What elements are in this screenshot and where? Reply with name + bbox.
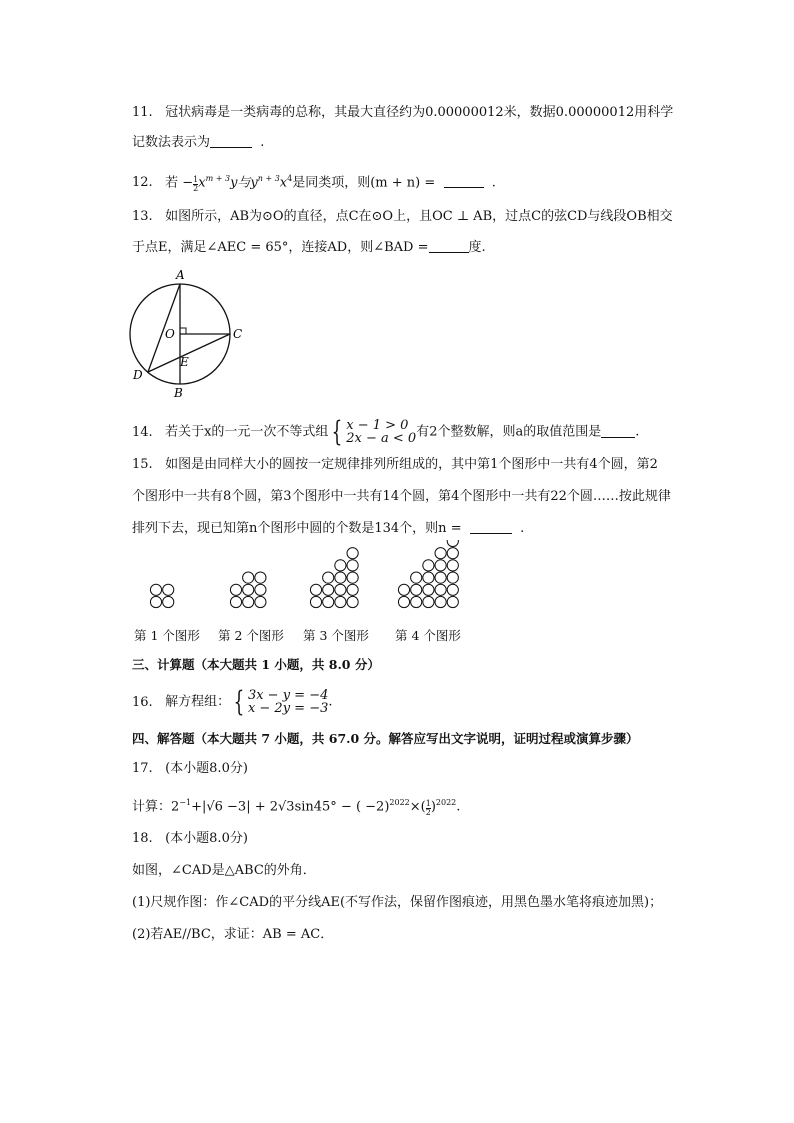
- pattern-circle: [243, 584, 254, 595]
- pattern-circle: [347, 548, 358, 559]
- pattern-circle: [423, 584, 434, 595]
- pattern-circle: [447, 540, 458, 547]
- pattern-circle: [447, 596, 458, 607]
- q16-line: [132, 685, 333, 718]
- q11-answer-blank[interactable]: [210, 133, 252, 148]
- section-three-heading: 三、计算题（本大题共 1 小题，共 8.0 分）: [132, 657, 380, 672]
- pattern-circle: [150, 596, 161, 607]
- pattern-circle: [323, 572, 334, 583]
- q17-score: (本小题8.0分): [165, 761, 248, 776]
- q11-line2: [132, 133, 264, 153]
- q17-expr-a: 计算：2: [132, 799, 180, 815]
- q16-text-a: 解方程组：: [165, 694, 231, 710]
- q18-score: (本小题8.0分): [165, 831, 248, 846]
- pattern-circle: [423, 572, 434, 583]
- q15-line2: [132, 487, 671, 507]
- pattern-circle: [435, 596, 446, 607]
- q12-number: 12.: [132, 175, 153, 191]
- q14-row1: x − 1 > 0: [346, 418, 409, 433]
- q14-text-a: 若关于x的一元一次不等式组: [165, 424, 329, 440]
- q12-exp2: n + 3: [257, 174, 280, 183]
- q17-exp3: 2022: [435, 798, 457, 807]
- pattern-circle: [423, 560, 434, 571]
- label-a: A: [176, 268, 185, 282]
- q15-line3: [132, 519, 524, 539]
- pattern-circle: [335, 596, 346, 607]
- q18-header: [132, 829, 248, 849]
- q14-text-b: 有2个整数解，则a的取值范围是: [416, 424, 602, 440]
- q12-minus: −: [182, 175, 194, 191]
- q12-term2: y与y: [230, 175, 258, 191]
- pattern-circle: [335, 560, 346, 571]
- q17-header: [132, 759, 248, 779]
- q15-text-b: 个图形中一共有8个圆，第3个图形中一共有14个圆，第4个图形中一共有22个圆……按此规律: [132, 489, 671, 504]
- pattern-circle: [423, 596, 434, 607]
- q17-fraction: $\frac{1}{2}$: [425, 799, 431, 818]
- circle-pattern-figures: [140, 540, 480, 616]
- q14-number: 14.: [132, 424, 153, 440]
- q17-expr-b: +|√6 −3| + 2√3sin45° − ( −2): [191, 799, 390, 815]
- figure-caption-2: 第 2 个图形: [218, 628, 284, 643]
- q12-fraction: $\frac{1}{2}$: [193, 175, 199, 194]
- q12-text-b: 是同类项，则(m + n) =: [292, 175, 436, 191]
- pattern-circle: [435, 584, 446, 595]
- q17-exp2: 2022: [389, 798, 410, 807]
- q15-line1: [132, 455, 658, 475]
- pattern-circle: [310, 596, 321, 607]
- figure-caption-3: 第 3 个图形: [303, 628, 369, 643]
- q15-number: 15.: [132, 457, 153, 472]
- pattern-circle: [323, 596, 334, 607]
- pattern-circle: [435, 560, 446, 571]
- q15-text-c: 排列下去，现已知第n个图形中圆的个数是134个，则n =: [132, 521, 462, 536]
- pattern-circle: [243, 572, 254, 583]
- q12-term1: x: [198, 175, 206, 191]
- q17-expr-c: ×(: [409, 799, 426, 815]
- q12-answer-blank[interactable]: [444, 173, 484, 188]
- figure-caption-4: 第 4 个图形: [395, 628, 461, 643]
- q12-term3: x: [279, 175, 288, 191]
- q16-end: .: [328, 694, 333, 710]
- q14-answer-blank[interactable]: [601, 423, 635, 438]
- pattern-circle: [230, 584, 241, 595]
- pattern-circle: [398, 584, 409, 595]
- q16-row1: 3x − y = −4: [247, 688, 329, 703]
- q14-row2: 2x − a < 0: [346, 431, 417, 446]
- pattern-circle: [447, 548, 458, 559]
- label-e: E: [180, 355, 189, 369]
- q17-expression: [132, 793, 460, 817]
- pattern-circle: [347, 572, 358, 583]
- pattern-circle: [347, 560, 358, 571]
- q15-text-a: 如图是由同样大小的圆按一定规律排列所组成的，其中第1个图形中一共有4个圆，第2: [165, 457, 658, 472]
- q15-answer-blank[interactable]: [470, 519, 512, 534]
- q18-number: 18.: [132, 831, 153, 846]
- pattern-circle: [323, 584, 334, 595]
- q13-line1: [132, 207, 673, 227]
- pattern-circle: [335, 584, 346, 595]
- q11-text-a: 冠状病毒是一类病毒的总称，其最大直径约为0.00000012米，数据0.00000012用科学: [165, 105, 674, 120]
- q13-text-b: 于点E，满足∠AEC = 65°，连接AD，则∠BAD =: [132, 240, 429, 255]
- pattern-circle: [411, 584, 422, 595]
- label-o: O: [165, 327, 175, 341]
- q12-exp1: m + 3: [205, 174, 231, 183]
- q13-end: 度.: [468, 240, 486, 255]
- q13-text-a: 如图所示，AB为⊙O的直径，点C在⊙O上，且OC ⊥ AB，过点C的弦CD与线段OB相交: [165, 209, 673, 224]
- q18-line1: 如图，∠CAD是△ABC的外角．: [132, 863, 316, 878]
- pattern-circle: [255, 596, 266, 607]
- q14-inequality-system: { x − 1 > 0 2x − a < 0: [332, 415, 417, 448]
- pattern-circle: [347, 596, 358, 607]
- q13-number: 13.: [132, 209, 153, 224]
- pattern-circle: [447, 572, 458, 583]
- q16-row2: x − 2y = −3: [247, 701, 329, 716]
- figure-caption-1: 第 1 个图形: [134, 628, 200, 643]
- pattern-circle: [411, 596, 422, 607]
- q12-exp3: 4: [287, 174, 293, 183]
- q15-end: .: [520, 521, 525, 536]
- q11-line1: [132, 103, 673, 123]
- pattern-circle: [150, 584, 161, 595]
- pattern-circle: [163, 596, 174, 607]
- pattern-circle: [435, 572, 446, 583]
- label-b: B: [174, 386, 183, 400]
- pattern-circle: [230, 596, 241, 607]
- q16-equation-system: { 3x − y = −4 x − 2y = −3: [233, 685, 329, 718]
- q18-line3: (2)若AE//BC，求证：AB = AC．: [132, 927, 334, 942]
- q17-expr-d: ): [430, 799, 436, 815]
- pattern-circle: [243, 596, 254, 607]
- section-four-heading: 四、解答题（本大题共 7 小题，共 67.0 分。解答应写出文字说明，证明过程或演算步骤）: [132, 731, 639, 746]
- q11-end: .: [260, 135, 265, 150]
- pattern-circle: [447, 584, 458, 595]
- q11-text-b: 记数法表示为: [132, 135, 211, 150]
- q14-end: .: [635, 424, 640, 440]
- q18-line2: (1)尺规作图：作∠CAD的平分线AE(不写作法，保留作图痕迹，用黑色墨水笔将痕迹加黑)；: [132, 895, 663, 910]
- q12-line: [132, 169, 496, 193]
- pattern-circle: [163, 584, 174, 595]
- q13-line2: [132, 238, 486, 258]
- q17-end: .: [456, 799, 461, 815]
- pattern-circle: [411, 572, 422, 583]
- label-c: C: [233, 327, 243, 341]
- q13-answer-blank[interactable]: [429, 238, 469, 253]
- q16-number: 16.: [132, 694, 153, 710]
- pattern-circle: [255, 572, 266, 583]
- right-angle-mark: [180, 328, 186, 334]
- label-d: D: [133, 368, 143, 382]
- pattern-circle: [435, 548, 446, 559]
- pattern-circle: [335, 572, 346, 583]
- pattern-circle: [398, 596, 409, 607]
- q14-line: [132, 415, 640, 448]
- pattern-circle: [447, 560, 458, 571]
- q17-exp1: −1: [179, 798, 192, 807]
- q12-end: .: [491, 175, 496, 191]
- pattern-circle: [310, 584, 321, 595]
- q12-text-a: 若: [165, 175, 179, 191]
- pattern-circle: [255, 584, 266, 595]
- q17-number: 17.: [132, 761, 153, 776]
- circle-geometry-figure: [120, 264, 260, 400]
- q11-number: 11.: [132, 105, 153, 120]
- pattern-circle: [347, 584, 358, 595]
